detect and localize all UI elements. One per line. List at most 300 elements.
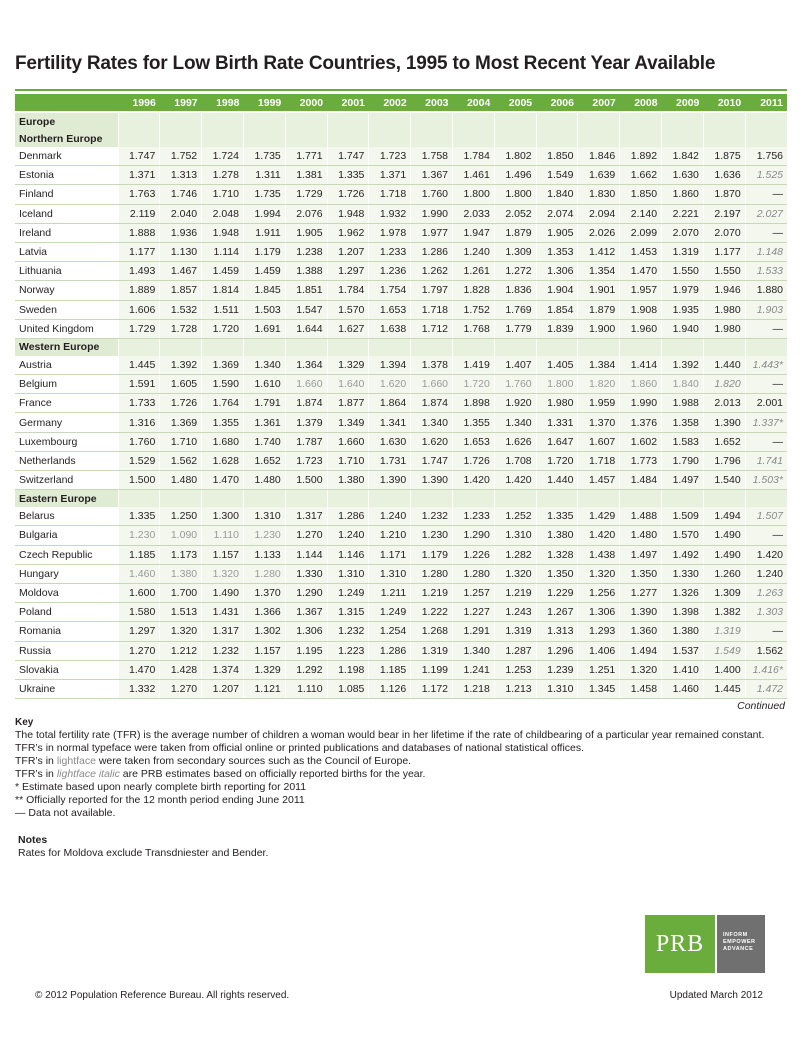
tfr-value: 1.718 [578,451,620,470]
tfr-value: 1.400 [703,660,745,679]
notes-text: Rates for Moldova exclude Transdniester and Bender. [18,847,269,859]
tfr-value: 1.249 [327,583,369,602]
table-row [15,507,787,526]
year-header: 1998 [202,94,244,112]
tfr-value: 1.376 [620,413,662,432]
tfr-value: 1.764 [202,394,244,413]
blank-cell [202,490,244,508]
year-header: 2001 [327,94,369,112]
tfr-value: 1.733 [118,394,160,413]
tfr-value: 1.306 [578,603,620,622]
tfr-value: 1.179 [243,242,285,261]
tfr-value: 1.784 [453,147,495,166]
tfr-value: 1.213 [494,679,536,698]
tfr-value: 1.850 [620,185,662,204]
tfr-value: 1.904 [536,281,578,300]
tfr-value: 1.148 [745,242,787,261]
tfr-value: 1.303 [745,603,787,622]
tfr-value: 1.879 [578,300,620,319]
tfr-value: 1.888 [118,223,160,242]
tfr-value: 1.467 [160,262,202,281]
tfr-value: 1.768 [453,319,495,338]
copyright-text: © 2012 Population Reference Bureau. All rights reserved. [35,990,290,1001]
tfr-value: 2.070 [662,223,704,242]
country-name: Russia [15,641,118,660]
tfr-value: 1.680 [202,432,244,451]
country-name: Czech Republic [15,545,118,564]
tfr-value: 1.932 [369,204,411,223]
table-row [15,451,787,470]
country-name: Sweden [15,300,118,319]
tfr-value: 1.364 [285,356,327,375]
tfr-value: 1.710 [160,432,202,451]
year-header: 2004 [453,94,495,112]
country-name: Norway [15,281,118,300]
tfr-value: 1.313 [160,166,202,185]
tfr-value: 1.212 [160,641,202,660]
tfr-value: 1.207 [202,679,244,698]
table-row [15,622,787,641]
tfr-value: 1.262 [411,262,453,281]
tfr-value: 1.286 [369,641,411,660]
tfr-value: 1.340 [411,413,453,432]
blank-cell [118,112,160,130]
tfr-value: 1.320 [620,660,662,679]
tfr-value: 1.340 [453,641,495,660]
tfr-value: 1.316 [118,413,160,432]
region-row [15,112,787,130]
table-body [15,112,787,699]
blank-cell [453,490,495,508]
tfr-value: 1.497 [620,545,662,564]
tfr-value: 1.293 [578,622,620,641]
tfr-value: 1.532 [160,300,202,319]
tfr-value: 1.903 [745,300,787,319]
tfr-value: 1.620 [369,375,411,394]
tfr-value: 1.290 [453,526,495,545]
tfr-value: 1.384 [578,356,620,375]
year-header: 2003 [411,94,453,112]
country-name: United Kingdom [15,319,118,338]
tfr-value: 1.211 [369,583,411,602]
tfr-value: 1.773 [620,451,662,470]
year-header: 2009 [662,94,704,112]
tfr-value: 1.752 [160,147,202,166]
tfr-value: 1.842 [662,147,704,166]
tfr-value: 1.378 [411,356,453,375]
country-name: Germany [15,413,118,432]
blank-cell [536,338,578,356]
tfr-value: 1.306 [285,622,327,641]
country-name: Iceland [15,204,118,223]
tfr-value: 1.851 [285,281,327,300]
tfr-value: 2.033 [453,204,495,223]
tfr-value: 1.784 [327,281,369,300]
blank-cell [369,130,411,147]
tfr-value: 1.752 [453,300,495,319]
key-text: are PRB estimates based on officially reported births for the year. [119,768,426,780]
tfr-value: 1.345 [578,679,620,698]
tfr-value: 1.513 [160,603,202,622]
tfr-value: 1.630 [369,432,411,451]
blank-cell [745,490,787,508]
tfr-value: 1.233 [369,242,411,261]
tfr-value: 1.830 [578,185,620,204]
tfr-value: 1.484 [620,471,662,490]
tfr-value: 1.227 [453,603,495,622]
tfr-value: 1.791 [243,394,285,413]
blank-cell [285,130,327,147]
tfr-value: 1.720 [453,375,495,394]
country-name: Luxembourg [15,432,118,451]
tfr-value: 1.240 [327,526,369,545]
table-row [15,242,787,261]
tfr-value: 1.718 [411,300,453,319]
country-name: Estonia [15,166,118,185]
tfr-value: 2.013 [703,394,745,413]
tfr-value: 1.845 [243,281,285,300]
tfr-value: 1.370 [578,413,620,432]
tfr-value: 1.606 [118,300,160,319]
tfr-value: 1.994 [243,204,285,223]
tfr-value: 1.310 [536,679,578,698]
tfr-value: 1.241 [453,660,495,679]
tfr-value: 1.270 [160,679,202,698]
country-name: Ukraine [15,679,118,698]
tfr-value: 1.892 [620,147,662,166]
tfr-value: 1.177 [118,242,160,261]
tfr-value: 1.177 [703,242,745,261]
tfr-value: 1.700 [160,583,202,602]
tfr-value: 2.027 [745,204,787,223]
tfr-value: 1.407 [494,356,536,375]
tfr-value: 1.920 [494,394,536,413]
tfr-value: 1.660 [285,375,327,394]
year-header: 2010 [703,94,745,112]
tfr-value: 1.243 [494,603,536,622]
key-text: TFR’s in [15,768,57,780]
table-row [15,641,787,660]
tfr-value: 1.420 [578,526,620,545]
blank-cell [160,112,202,130]
tfr-value: 1.509 [662,507,704,526]
blank-cell [578,490,620,508]
tfr-value: 1.330 [662,564,704,583]
country-name: Latvia [15,242,118,261]
tfr-value: 1.814 [202,281,244,300]
tfr-value: 1.691 [243,319,285,338]
year-header: 1996 [118,94,160,112]
country-name: Poland [15,603,118,622]
table-row [15,603,787,622]
tfr-value: 1.979 [662,281,704,300]
tfr-value: 1.874 [411,394,453,413]
tfr-value: 1.172 [411,679,453,698]
tfr-value: 1.380 [536,526,578,545]
tfr-value: 1.860 [620,375,662,394]
key-line: — Data not available. [15,807,116,819]
blank-cell [285,490,327,508]
tfr-value: 1.796 [703,451,745,470]
table-row [15,413,787,432]
tfr-value: 1.445 [703,679,745,698]
tfr-value: 1.960 [620,319,662,338]
tfr-value: 1.790 [662,451,704,470]
tfr-value: 1.562 [160,451,202,470]
tfr-value: 1.458 [620,679,662,698]
tfr-value: 1.490 [703,526,745,545]
tfr-value: 1.267 [536,603,578,622]
table-row [15,564,787,583]
tfr-value: 1.850 [536,147,578,166]
tfr-value: 1.802 [494,147,536,166]
tfr-value: 1.846 [578,147,620,166]
tfr-value: 1.315 [327,603,369,622]
key-section [15,716,785,820]
tfr-value: 1.630 [662,166,704,185]
tfr-value: 1.309 [494,242,536,261]
subregion-label: Northern Europe [15,130,118,147]
tfr-value: 1.328 [536,545,578,564]
tfr-value: 1.889 [118,281,160,300]
tfr-value: 1.946 [703,281,745,300]
blank-cell [369,112,411,130]
tfr-value: 1.900 [578,319,620,338]
tfr-value: 2.099 [620,223,662,242]
tfr-value: 1.653 [453,432,495,451]
tfr-value: 1.207 [327,242,369,261]
blank-cell [620,130,662,147]
country-name: Austria [15,356,118,375]
blank-cell [243,112,285,130]
tfr-value: 1.547 [285,300,327,319]
tfr-value: 1.313 [536,622,578,641]
blank-cell [745,338,787,356]
tfr-value: 1.233 [453,507,495,526]
country-name: Lithuania [15,262,118,281]
tfr-value: 1.470 [620,262,662,281]
tfr-value: 1.980 [703,300,745,319]
blank-cell [662,130,704,147]
year-header: 2000 [285,94,327,112]
tfr-value: 1.901 [578,281,620,300]
tfr-value: 1.390 [411,471,453,490]
tfr-value: 1.219 [494,583,536,602]
tfr-value: 1.297 [118,622,160,641]
blank-cell [494,490,536,508]
tfr-value: 1.341 [369,413,411,432]
tfr-value: 2.076 [285,204,327,223]
country-name: France [15,394,118,413]
notes-section [18,834,268,860]
tfr-value: 1.840 [536,185,578,204]
blank-cell [243,130,285,147]
blank-cell [536,490,578,508]
blank-cell [536,112,578,130]
tfr-value: 1.947 [453,223,495,242]
tfr-value: 1.232 [411,507,453,526]
tfr-value: 1.879 [494,223,536,242]
tfr-value: 1.898 [453,394,495,413]
tfr-value: 1.549 [703,641,745,660]
tfr-value: 1.330 [285,564,327,583]
tfr-value: 1.472 [745,679,787,698]
tfr-value: 1.638 [369,319,411,338]
prb-logo [645,915,765,973]
tfr-value: 1.297 [327,262,369,281]
blank-cell [160,338,202,356]
tfr-value: 1.366 [243,603,285,622]
tfr-value: 1.710 [202,185,244,204]
tfr-value: 1.860 [662,185,704,204]
tfr-value: 1.302 [243,622,285,641]
tfr-value: 1.249 [369,603,411,622]
country-name: Belgium [15,375,118,394]
table-row [15,545,787,564]
tfr-value: 1.607 [578,432,620,451]
table-row [15,166,787,185]
tfr-value: 1.460 [662,679,704,698]
tfr-value: 1.394 [369,356,411,375]
tfr-value: 1.710 [327,451,369,470]
tfr-value: 1.309 [703,583,745,602]
tfr-value: 1.549 [536,166,578,185]
blank-cell [494,130,536,147]
title-rule [15,89,787,91]
tfr-value: 1.335 [536,507,578,526]
blank-cell [327,112,369,130]
year-header: 1999 [243,94,285,112]
tfr-value: 1.800 [453,185,495,204]
tfr-value: 1.236 [369,262,411,281]
blank-cell [494,338,536,356]
tfr-value: 1.729 [118,319,160,338]
tfr-value: 1.731 [369,451,411,470]
tfr-value: 1.440 [536,471,578,490]
tfr-value: 1.936 [160,223,202,242]
table-row [15,583,787,602]
tfr-value: 1.380 [160,564,202,583]
tfr-value: 1.735 [243,147,285,166]
tfr-value: 1.726 [327,185,369,204]
tfr-value: 1.647 [536,432,578,451]
table-row [15,319,787,338]
tfr-value: 1.173 [160,545,202,564]
tfr-value: 1.537 [662,641,704,660]
tfr-value: 1.940 [662,319,704,338]
table-row [15,262,787,281]
tfr-value: 1.877 [327,394,369,413]
table-row [15,223,787,242]
tfr-value: 1.503 [243,300,285,319]
tfr-value: 1.277 [620,583,662,602]
updated-date: Updated March 2012 [669,990,763,1001]
tfr-value: 1.290 [285,583,327,602]
tfr-value: 1.280 [243,564,285,583]
tfr-value: 1.355 [202,413,244,432]
tfr-value: 2.094 [578,204,620,223]
tfr-value: 1.905 [285,223,327,242]
tfr-value: 1.379 [285,413,327,432]
tfr-value: 1.090 [160,526,202,545]
tfr-value: 1.287 [494,641,536,660]
tfr-value: 1.640 [327,375,369,394]
tfr-value: 1.319 [494,622,536,641]
tfr-value: — [745,432,787,451]
tfr-value: 2.026 [578,223,620,242]
tfr-value: 1.453 [620,242,662,261]
tfr-value: 1.758 [411,147,453,166]
tfr-value: 1.416* [745,660,787,679]
tfr-value: 1.230 [243,526,285,545]
tfr-value: 1.723 [285,451,327,470]
blank-cell [118,130,160,147]
tfr-value: 1.360 [620,622,662,641]
tfr-value: 1.470 [202,471,244,490]
tfr-value: 1.317 [202,622,244,641]
tfr-value: 1.610 [243,375,285,394]
tfr-value: 1.639 [578,166,620,185]
tfr-value: 2.140 [620,204,662,223]
tfr-value: 1.239 [536,660,578,679]
tfr-value: 1.319 [662,242,704,261]
tfr-value: 1.562 [745,641,787,660]
blank-cell [578,130,620,147]
year-header: 2005 [494,94,536,112]
tfr-value: 1.591 [118,375,160,394]
key-text: TFR’s in [15,755,57,767]
tfr-value: 2.040 [160,204,202,223]
tfr-value: 1.414 [620,356,662,375]
tfr-value: 1.272 [494,262,536,281]
tfr-value: 1.354 [578,262,620,281]
tfr-value: 1.254 [369,622,411,641]
tfr-value: 1.260 [703,564,745,583]
tfr-value: 1.198 [327,660,369,679]
key-line [15,755,785,768]
tfr-value: 1.445 [118,356,160,375]
tfr-value: 1.857 [160,281,202,300]
tfr-value: — [745,622,787,641]
tfr-value: 1.310 [327,564,369,583]
tfr-value: 1.332 [118,679,160,698]
tfr-value: 1.724 [202,147,244,166]
table-row [15,660,787,679]
header-corner [15,94,118,112]
tfr-value: 1.428 [160,660,202,679]
tfr-value: 1.980 [536,394,578,413]
tfr-value: 1.320 [160,622,202,641]
tfr-value: 1.199 [411,660,453,679]
tfr-value: 1.286 [327,507,369,526]
tfr-value: 1.962 [327,223,369,242]
table-row [15,526,787,545]
prb-logo-mark: PRB [645,915,715,973]
tfr-value: 1.726 [160,394,202,413]
tfr-value: 1.660 [411,375,453,394]
tfr-value: 1.335 [118,507,160,526]
key-text: were taken from secondary sources such as the Council of Europe. [95,755,412,767]
tfr-value: 1.329 [243,660,285,679]
tfr-value: 1.662 [620,166,662,185]
subregion-row [15,338,787,356]
tfr-value: 1.358 [662,413,704,432]
tfr-value: 1.500 [118,471,160,490]
tfr-value: 1.480 [620,526,662,545]
tfr-value: 1.760 [494,375,536,394]
tfr-value: — [745,223,787,242]
tfr-value: 1.392 [160,356,202,375]
